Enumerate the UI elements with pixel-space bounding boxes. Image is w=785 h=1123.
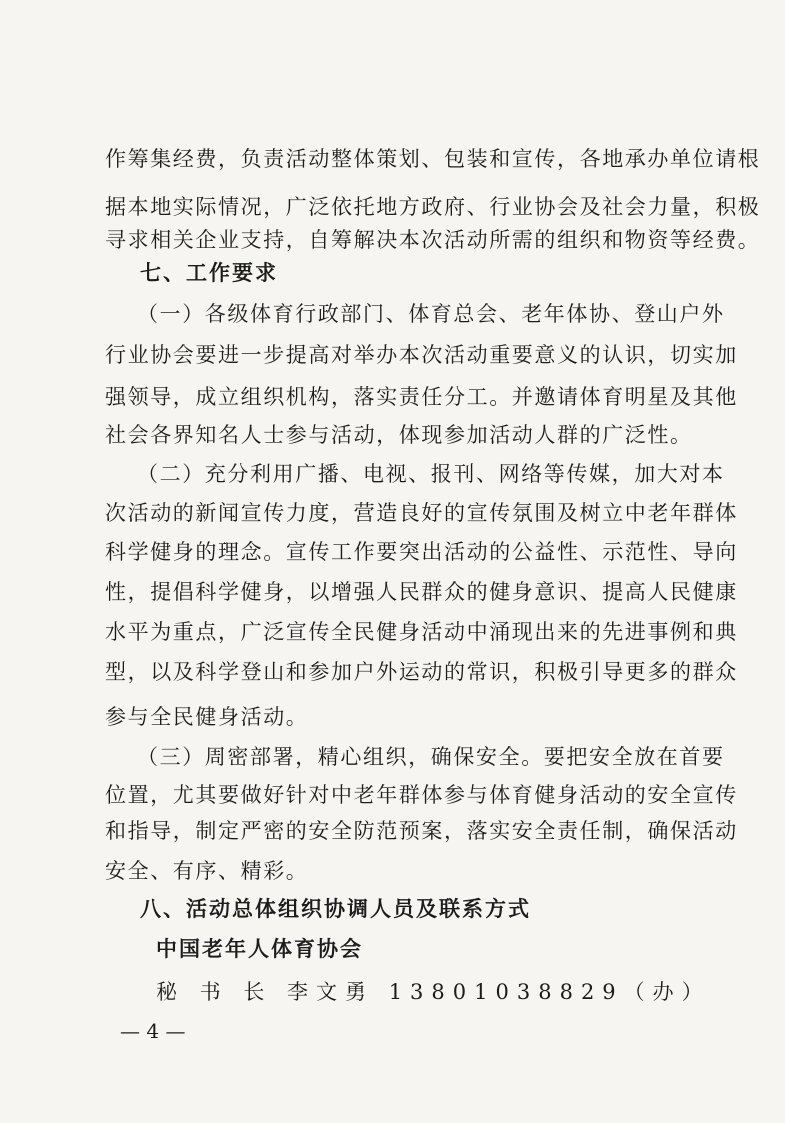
body-line: 社会各界知名人士参与活动，体现参加活动人群的广泛性。 [105, 423, 693, 447]
body-line: 科学健身的理念。宣传工作要突出活动的公益性、示范性、导向 [105, 540, 738, 564]
body-line: （二）充分利用广播、电视、报刊、网络等传媒，加大对本 [137, 462, 725, 486]
body-line: 位置，尤其要做好针对中老年群体参与体育健身活动的安全宣传 [105, 783, 738, 807]
section-heading: 七、工作要求 [140, 261, 278, 285]
body-line: 行业协会要进一步提高对举办本次活动重要意义的认识，切实加 [105, 343, 738, 367]
organization-name: 中国老年人体育协会 [156, 937, 363, 961]
body-line: 性，提倡科学健身，以增强人民群众的健身意识、提高人民健康 [105, 580, 738, 604]
body-line: 作筹集经费，负责活动整体策划、包装和宣传，各地承办单位请根 [105, 147, 761, 171]
body-line: 据本地实际情况，广泛依托地方政府、行业协会及社会力量，积极 [105, 195, 761, 219]
body-line: 次活动的新闻宣传力度，营造良好的宣传氛围及树立中老年群体 [105, 501, 738, 525]
body-line: 水平为重点，广泛宣传全民健身活动中涌现出来的先进事例和典 [105, 620, 738, 644]
body-line: 参与全民健身活动。 [105, 705, 309, 729]
body-line: 和指导，制定严密的安全防范预案，落实安全责任制，确保活动 [105, 819, 738, 843]
contact-line: 秘 书 长 李文勇 13801038829（办） [156, 980, 711, 1004]
body-line: 安全、有序、精彩。 [105, 859, 309, 883]
body-line: 寻求相关企业支持，自筹解决本次活动所需的组织和物资等经费。 [105, 228, 761, 252]
section-heading: 八、活动总体组织协调人员及联系方式 [140, 897, 531, 921]
body-line: 强领导，成立组织机构，落实责任分工。并邀请体育明星及其他 [105, 385, 738, 409]
page-number: — 4 — [120, 1019, 186, 1043]
body-line: （一）各级体育行政部门、体育总会、老年体协、登山户外 [137, 302, 725, 326]
body-line: （三）周密部署，精心组织，确保安全。要把安全放在首要 [137, 745, 725, 769]
body-line: 型，以及科学登山和参加户外运动的常识，积极引导更多的群众 [105, 660, 738, 684]
